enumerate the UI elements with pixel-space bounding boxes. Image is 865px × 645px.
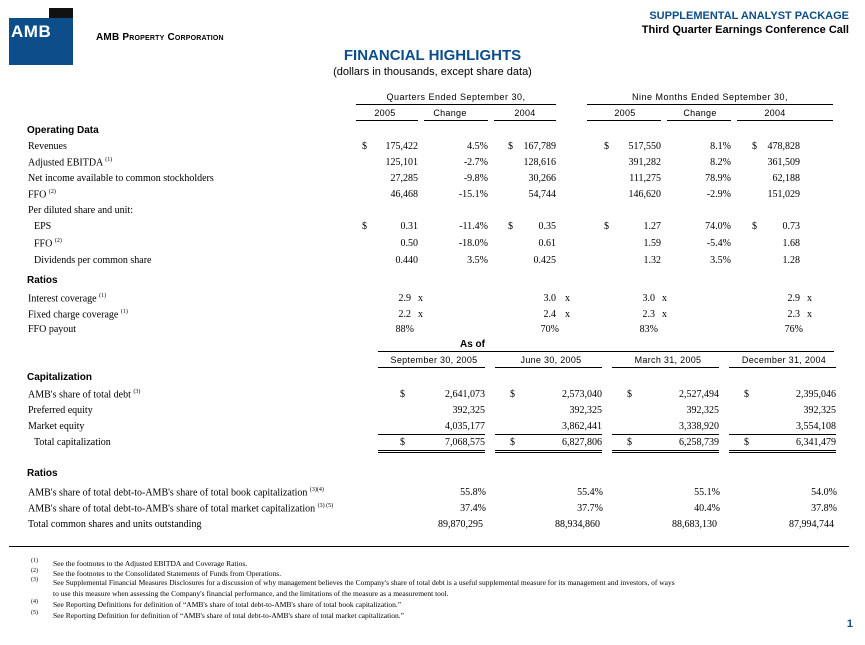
total-double-rule — [612, 450, 719, 451]
page-subtitle: (dollars in thousands, except share data) — [333, 66, 532, 78]
table-cell: 392,325 — [686, 405, 719, 416]
currency-symbol: $ — [752, 141, 757, 152]
row-label-text: AMB's share of total debt-to-AMB's share of total market capitalization — [28, 503, 316, 515]
row-label-text: Total capitalization — [34, 437, 111, 448]
table-cell: 3,554,108 — [796, 421, 836, 432]
table-cell: 54.0% — [811, 487, 837, 498]
row-label-text: FFO payout — [28, 324, 77, 335]
table-cell: 2.3 — [642, 309, 655, 320]
subtotal-rule — [729, 434, 836, 435]
asof-col-header: March 31, 2005 — [634, 355, 702, 365]
group-rule-nine-months — [587, 104, 833, 105]
group-rule-quarters — [356, 104, 556, 105]
section-heading-operating: Operating Data — [27, 125, 99, 136]
capitalization-row-label — [28, 421, 84, 432]
row-label-text: EPS — [34, 221, 52, 232]
table-cell: 1.32 — [643, 255, 661, 266]
table-cell: 2.9 — [787, 293, 800, 304]
operating-row-label — [28, 173, 214, 184]
table-cell: 3.0 — [543, 293, 556, 304]
table-cell: 0.35 — [538, 221, 556, 232]
footnote-mark: (4) — [31, 599, 38, 605]
capitalization-row-label — [28, 389, 140, 400]
table-cell: 55.1% — [694, 487, 720, 498]
footnote-reference: (3)(4) — [309, 487, 324, 493]
asof-col-rule — [378, 367, 485, 368]
col-header: 2004 — [764, 108, 786, 118]
asof-col-header: September 30, 2005 — [390, 355, 478, 365]
table-cell: 391,282 — [628, 157, 661, 168]
table-cell: 2,573,040 — [562, 389, 602, 400]
footnote-text: See Reporting Definitions for definition of “AMB's share of total debt-to-AMB's share of total book capitalization.” — [53, 600, 402, 609]
table-cell: 88% — [395, 324, 414, 335]
ratio-row-label — [28, 324, 76, 335]
footnote-text: See the footnotes to the Adjusted EBITDA and Coverage Ratios. — [53, 559, 248, 568]
footnote-reference: (1) — [105, 157, 113, 163]
table-cell: 37.8% — [811, 503, 837, 514]
table-cell: 4.5% — [467, 141, 488, 152]
col-rule — [494, 120, 556, 121]
table-cell: 3.0 — [642, 293, 655, 304]
table-cell: -18.0% — [458, 238, 488, 249]
times-suffix: x — [418, 293, 423, 304]
table-cell: 55.4% — [577, 487, 603, 498]
table-cell: 0.73 — [782, 221, 800, 232]
table-cell: 0.425 — [533, 255, 556, 266]
table-cell: 88,683,130 — [672, 519, 717, 530]
times-suffix: x — [807, 309, 812, 320]
table-cell: 478,828 — [767, 141, 800, 152]
table-cell: 2,527,494 — [679, 389, 719, 400]
table-cell: 2.4 — [543, 309, 556, 320]
table-cell: 46,468 — [390, 189, 418, 200]
operating-row-label — [34, 221, 51, 232]
currency-symbol: $ — [510, 389, 515, 400]
total-double-rule — [495, 452, 602, 453]
footnote-text: See Supplemental Financial Measures Disclosures for a discussion of why management believes the Company's share of total debt is a useful supplemental measure for its management and investors, of ways — [53, 578, 675, 587]
footnote-reference: (3) — [133, 389, 141, 395]
ratio-row-label — [28, 309, 128, 320]
table-cell: 0.61 — [538, 238, 556, 249]
total-double-rule — [612, 452, 719, 453]
row-label-text: Total common shares and units outstanding — [28, 519, 202, 530]
ratio-row-label — [28, 519, 201, 530]
total-double-rule — [495, 450, 602, 451]
table-cell: 1.28 — [782, 255, 800, 266]
col-rule — [587, 120, 661, 121]
subtotal-rule — [495, 434, 602, 435]
table-cell: 111,275 — [629, 173, 661, 184]
col-header: 2005 — [374, 108, 396, 118]
footnote-reference: (2) — [54, 238, 62, 244]
ratio-row-label — [28, 487, 324, 498]
table-cell: 76% — [784, 324, 803, 335]
row-label-text: Net income available to common stockholders — [28, 173, 214, 184]
table-cell: 146,620 — [628, 189, 661, 200]
table-cell: 37.7% — [577, 503, 603, 514]
table-cell: 40.4% — [694, 503, 720, 514]
times-suffix: x — [418, 309, 423, 320]
table-cell: 3.5% — [710, 255, 731, 266]
footnote-mark: (3) — [31, 577, 38, 583]
footnote-reference: (3) (5) — [317, 503, 334, 509]
asof-col-header: June 30, 2005 — [520, 355, 582, 365]
row-label-text: Preferred equity — [28, 405, 93, 416]
capitalization-row-label — [34, 437, 111, 448]
table-cell: 392,325 — [569, 405, 602, 416]
footnote-mark: (5) — [31, 610, 38, 616]
col-header: Change — [683, 108, 717, 118]
times-suffix: x — [565, 309, 570, 320]
currency-symbol: $ — [362, 141, 367, 152]
currency-symbol: $ — [362, 221, 367, 232]
operating-row-label — [28, 205, 133, 216]
row-label-text: AMB's share of total debt-to-AMB's share of total book capitalization — [28, 487, 308, 499]
as-of-heading: As of — [460, 339, 485, 350]
asof-col-rule — [495, 367, 602, 368]
table-cell: -15.1% — [458, 189, 488, 200]
operating-row-label — [34, 255, 151, 266]
currency-symbol: $ — [627, 437, 632, 448]
table-cell: 54,744 — [528, 189, 556, 200]
group-header-quarters: Quarters Ended September 30, — [386, 92, 526, 102]
currency-symbol: $ — [508, 221, 513, 232]
table-cell: 517,550 — [628, 141, 661, 152]
footnote-text: See Reporting Definition for definition of “AMB's share of total debt-to-AMB's share of total market capitalization.” — [53, 611, 404, 620]
table-cell: -2.7% — [463, 157, 488, 168]
subtotal-rule — [612, 434, 719, 435]
table-cell: 392,325 — [803, 405, 836, 416]
row-label-text: Market equity — [28, 421, 85, 432]
table-cell: 2.3 — [787, 309, 800, 320]
table-cell: 2.9 — [398, 293, 411, 304]
table-cell: 27,285 — [390, 173, 418, 184]
times-suffix: x — [807, 293, 812, 304]
operating-row-label — [28, 141, 67, 152]
section-heading-ratios: Ratios — [27, 275, 58, 286]
row-label-text: Dividends per common share — [34, 255, 152, 266]
as-of-rule — [378, 351, 834, 352]
total-double-rule — [729, 452, 836, 453]
currency-symbol: $ — [508, 141, 513, 152]
operating-row-label — [28, 157, 112, 168]
currency-symbol: $ — [510, 437, 515, 448]
table-cell: 1.68 — [782, 238, 800, 249]
row-label-text: Fixed charge coverage — [28, 309, 119, 321]
table-cell: 128,616 — [523, 157, 556, 168]
table-cell: 151,029 — [767, 189, 800, 200]
times-suffix: x — [565, 293, 570, 304]
table-cell: 6,258,739 — [679, 437, 719, 448]
col-rule — [667, 120, 731, 121]
table-cell: 78.9% — [705, 173, 731, 184]
table-cell: -11.4% — [459, 221, 488, 232]
table-cell: 8.1% — [710, 141, 731, 152]
operating-row-label — [34, 238, 62, 249]
col-header: Change — [433, 108, 467, 118]
table-cell: 167,789 — [523, 141, 556, 152]
table-cell: 2.2 — [398, 309, 411, 320]
table-cell: 0.31 — [400, 221, 418, 232]
table-cell: 3,862,441 — [562, 421, 602, 432]
currency-symbol: $ — [604, 221, 609, 232]
table-cell: 3,338,920 — [679, 421, 719, 432]
currency-symbol: $ — [604, 141, 609, 152]
footnote-text: See the footnotes to the Consolidated Statements of Funds from Operations. — [53, 569, 282, 578]
ratio-row-label — [28, 293, 106, 304]
col-rule — [356, 120, 418, 121]
table-cell: -2.9% — [706, 189, 731, 200]
table-cell: 0.50 — [400, 238, 418, 249]
row-label-text: Per diluted share and unit: — [28, 205, 133, 216]
footnote-mark: (1) — [31, 558, 38, 564]
package-title: SUPPLEMENTAL ANALYST PACKAGE — [649, 10, 849, 22]
capitalization-row-label — [28, 405, 93, 416]
table-cell: 392,325 — [452, 405, 485, 416]
table-cell: 2,395,046 — [796, 389, 836, 400]
col-rule — [424, 120, 488, 121]
table-cell: 0.440 — [395, 255, 418, 266]
table-cell: 361,509 — [767, 157, 800, 168]
logo-text: AMB — [11, 22, 52, 41]
currency-symbol: $ — [744, 437, 749, 448]
footnote-reference: (2) — [48, 189, 56, 195]
table-cell: 88,934,860 — [555, 519, 600, 530]
subtotal-rule — [378, 434, 485, 435]
section-heading-ratios-2: Ratios — [27, 468, 58, 479]
table-cell: 2,641,073 — [445, 389, 485, 400]
table-cell: 175,422 — [385, 141, 418, 152]
table-cell: 83% — [639, 324, 658, 335]
table-cell: 1.59 — [643, 238, 661, 249]
table-cell: 89,870,295 — [438, 519, 483, 530]
group-header-nine-months: Nine Months Ended September 30, — [631, 92, 789, 102]
table-cell: 6,341,479 — [796, 437, 836, 448]
times-suffix: x — [662, 309, 667, 320]
footnote-reference: (1) — [120, 309, 128, 315]
footnote-reference: (1) — [99, 293, 107, 299]
row-label-text: AMB's share of total debt — [28, 389, 131, 401]
footnote-mark: (2) — [31, 568, 38, 574]
section-heading-capitalization: Capitalization — [27, 372, 93, 383]
operating-row-label — [28, 189, 56, 200]
table-cell: 7,068,575 — [445, 437, 485, 448]
table-cell: 4,035,177 — [445, 421, 485, 432]
table-cell: 37.4% — [460, 503, 486, 514]
table-cell: 87,994,744 — [789, 519, 834, 530]
table-cell: -5.4% — [706, 238, 731, 249]
table-cell: 1.27 — [643, 221, 661, 232]
currency-symbol: $ — [400, 389, 405, 400]
row-label-text: Adjusted EBITDA — [28, 157, 103, 169]
col-rule — [737, 120, 833, 121]
table-cell: 70% — [540, 324, 559, 335]
row-label-text: FFO — [28, 189, 47, 201]
col-header: 2004 — [514, 108, 536, 118]
currency-symbol: $ — [744, 389, 749, 400]
row-label-text: Revenues — [28, 141, 67, 152]
currency-symbol: $ — [627, 389, 632, 400]
total-double-rule — [378, 450, 485, 451]
package-subtitle: Third Quarter Earnings Conference Call — [641, 24, 849, 36]
page-number: 1 — [846, 618, 853, 630]
asof-col-header: December 31, 2004 — [741, 355, 827, 365]
asof-col-rule — [729, 367, 836, 368]
ratio-row-label — [28, 503, 333, 514]
page-title: FINANCIAL HIGHLIGHTS — [343, 47, 522, 64]
table-cell: 125,101 — [385, 157, 418, 168]
table-cell: 55.8% — [460, 487, 486, 498]
row-label-text: FFO — [34, 238, 53, 250]
table-cell: 74.0% — [705, 221, 731, 232]
currency-symbol: $ — [752, 221, 757, 232]
company-name: AMB Property Corporation — [96, 32, 224, 43]
currency-symbol: $ — [400, 437, 405, 448]
col-header: 2005 — [614, 108, 636, 118]
table-cell: 6,827,806 — [562, 437, 602, 448]
footnote-text: to use this measure when assessing the Company's financial performance, and the limitations of the measure as a measurement tool. — [53, 589, 449, 598]
table-cell: -9.8% — [463, 173, 488, 184]
table-cell: 62,188 — [772, 173, 800, 184]
table-cell: 8.2% — [710, 157, 731, 168]
asof-col-rule — [612, 367, 719, 368]
total-double-rule — [729, 450, 836, 451]
table-cell: 30,266 — [528, 173, 556, 184]
row-label-text: Interest coverage — [28, 293, 97, 305]
table-cell: 3.5% — [467, 255, 488, 266]
total-double-rule — [378, 452, 485, 453]
times-suffix: x — [662, 293, 667, 304]
